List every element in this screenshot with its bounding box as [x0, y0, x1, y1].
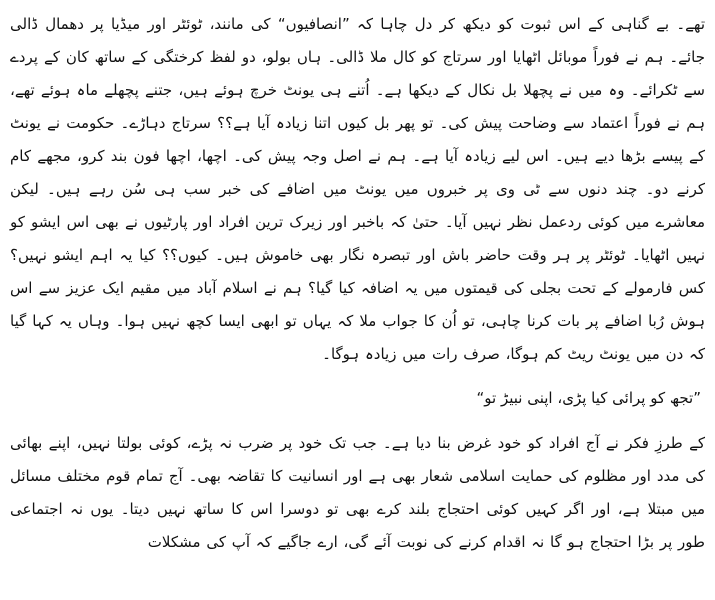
- quote-line: ”تجھ کو پرائی کیا پڑی، اپنی نبیڑ تو“: [476, 389, 701, 407]
- paragraph-2: کے طرزِ فکر نے آج افراد کو خود غرض بنا دیا ہے۔ جب تک خود پر ضرب نہ پڑے، کوئی بولتا نہیں، اپنے بھائی کی مدد اور مظلوم کی حمایت اسلامی شعار بھی ہے اور انسانیت کا تقاضہ بھی۔ آج تمام قوم مختلف مسائل میں مبتلا ہے، اور اگر کہیں کوئی احتجاج بلند کرے بھی تو دوسرا اس کا ساتھ نہیں دیتا۔ یوں نہ اجتماعی طور پر بڑا احتجاج ہو گا نہ اقدام کرنے کی نوبت آئے گی، ارے جاگیے کہ آپ کی مشکلات: [10, 434, 705, 551]
- paragraph-1: تھے۔ بے گناہی کے اس ثبوت کو دیکھ کر دل چاہا کہ ”انصافیوں“ کی مانند، ٹوئٹر اور میڈیا پر دھمال ڈالی جائے۔ ہم نے فوراً موبائل اٹھایا اور سرتاج کو کال ملا ڈالی۔ ہاں بولو، دو لفظ کرختگی کے ساتھ کان کے پردے سے ٹکرائے۔ وہ میں نے پچھلا بل نکال کے دیکھا ہے۔ اُتنے ہی یونٹ خرچ ہوئے ہیں، جتنے پچھلے ماہ ہوئے تھے، ہم نے فوراً اعتماد سے وضاحت پیش کی۔ تو پھر بل کیوں اتنا زیادہ آیا ہے؟؟ سرتاج دہاڑے۔ حکومت نے یونٹ کے پیسے بڑھا دیے ہیں۔ اس لیے زیادہ آیا ہے۔ ہم نے اصل وجہ پیش کی۔ اچھا، اچھا فون بند کرو، مجھے کام کرنے دو۔ چند دنوں سے ٹی وی پر خبروں میں یونٹ میں اضافے کی خبر سب ہی سُن رہے ہیں۔ لیکن معاشرے میں کوئی ردعمل نظر نہیں آیا۔ حتیٰ کہ باخبر اور زیرک ترین افراد اور پارٹیوں نے بھی اس ایشو کو نہیں اٹھایا۔ ٹوئٹر پر ہر وقت حاضر باش اور تبصرہ نگار بھی خاموش ہیں۔ کیوں؟؟ کیا یہ اہم ایشو نہیں؟ کس فارمولے کے تحت بجلی کی قیمتوں میں یہ اضافہ کیا گیا؟ ہم نے اسلام آباد میں مقیم ایک عزیز سے اس ہوش رُبا اضافے پر بات کرنا چاہی، تو اُن کا جواب ملا کہ یہاں تو ابھی ایسا کچھ نہیں ہوا۔ وہاں یہ کہا گیا کہ دن میں یونٹ ریٹ کم ہوگا، صرف رات میں زیادہ ہوگا۔: [10, 15, 705, 363]
